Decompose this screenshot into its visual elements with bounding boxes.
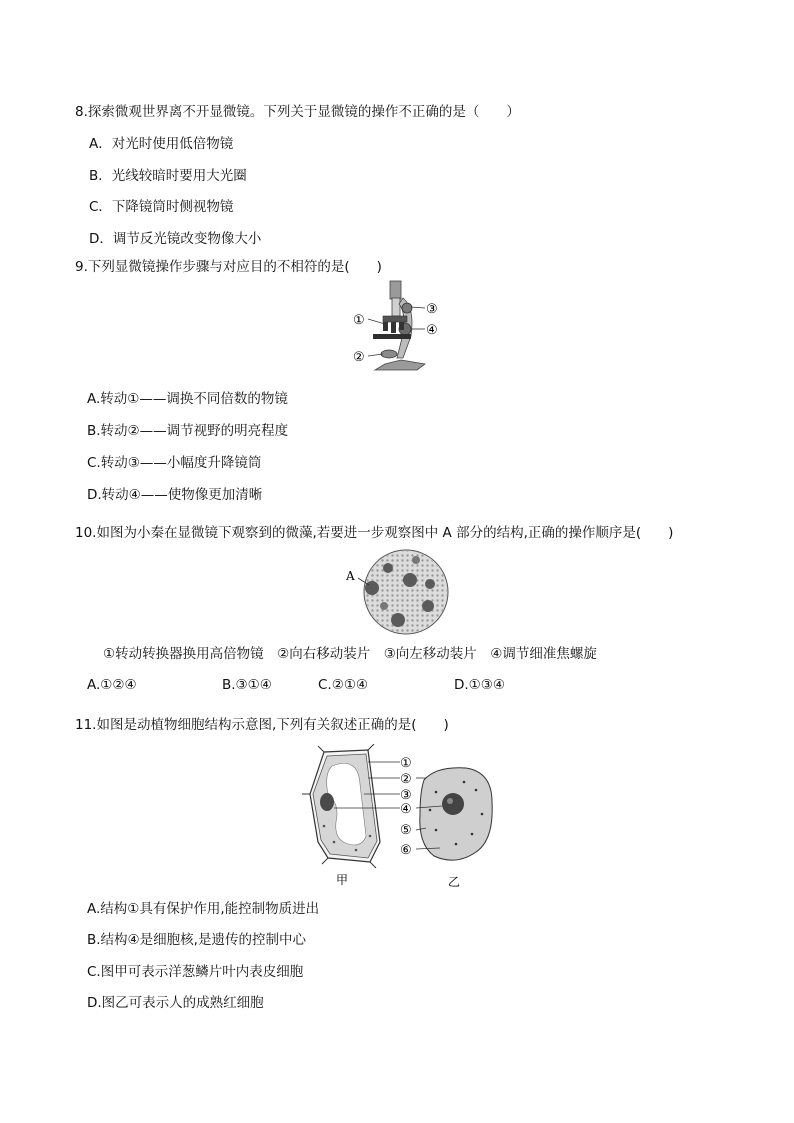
microscope-figure xyxy=(345,278,450,378)
q9-stem: 9.下列显微镜操作步骤与对应目的不相符的是( ) xyxy=(75,259,382,275)
cell-label-5: ⑤ xyxy=(400,823,412,838)
q11-stem: 11.如图是动植物细胞结构示意图,下列有关叙述正确的是( ) xyxy=(75,717,449,733)
q8-stem: 8.探索微观世界离不开显微镜。下列关于显微镜的操作不正确的是（ ） xyxy=(75,104,520,120)
caption-jia: 甲 xyxy=(336,873,349,887)
q11-option-a: A.结构①具有保护作用,能控制物质进出 xyxy=(87,901,320,917)
microalgae-label-a: A xyxy=(346,569,355,583)
microscope-label-2: ② xyxy=(353,350,365,365)
q11-option-d: D.图乙可表示人的成熟红细胞 xyxy=(87,995,264,1011)
q9-option-a: A.转动①——调换不同倍数的物镜 xyxy=(87,391,288,407)
cell-label-6: ⑥ xyxy=(400,843,412,858)
caption-yi: 乙 xyxy=(448,875,461,889)
q8-option-b: B．光线较暗时要用大光圈 xyxy=(89,168,247,184)
microscope-label-4: ④ xyxy=(426,323,438,338)
q8-option-c: C．下降镜筒时侧视物镜 xyxy=(89,199,234,215)
microalgae-figure xyxy=(340,548,450,638)
q9-option-c: C.转动③——小幅度升降镜筒 xyxy=(87,455,262,471)
cell-label-4: ④ xyxy=(400,802,412,817)
cell-label-3: ③ xyxy=(400,788,412,803)
q10-steps: ①转动转换器换用高倍物镜 ②向右移动装片 ③向左移动装片 ④调节细准焦螺旋 xyxy=(103,646,597,662)
q10-option-c: C.②①④ xyxy=(318,677,369,693)
q11-option-b: B.结构④是细胞核,是遗传的控制中心 xyxy=(87,932,306,948)
cell-structure-figure xyxy=(296,744,506,890)
q8-option-d: D．调节反光镜改变物像大小 xyxy=(89,231,262,247)
q11-option-c: C.图甲可表示洋葱鳞片叶内表皮细胞 xyxy=(87,964,304,980)
q9-option-b: B.转动②——调节视野的明亮程度 xyxy=(87,423,289,439)
q10-option-a: A.①②④ xyxy=(87,677,137,693)
q8-option-a: A．对光时使用低倍物镜 xyxy=(89,136,234,152)
q9-option-d: D.转动④——使物像更加清晰 xyxy=(87,487,263,503)
microscope-label-1: ① xyxy=(353,313,365,328)
q10-stem: 10.如图为小秦在显微镜下观察到的微藻,若要进一步观察图中 A 部分的结构,正确的操作顺序是( ) xyxy=(75,525,674,541)
cell-label-1: ① xyxy=(400,756,412,771)
q10-option-d: D.①③④ xyxy=(454,677,505,693)
microscope-label-3: ③ xyxy=(426,302,438,317)
q10-option-b: B.③①④ xyxy=(222,677,272,693)
cell-label-2: ② xyxy=(400,772,412,787)
